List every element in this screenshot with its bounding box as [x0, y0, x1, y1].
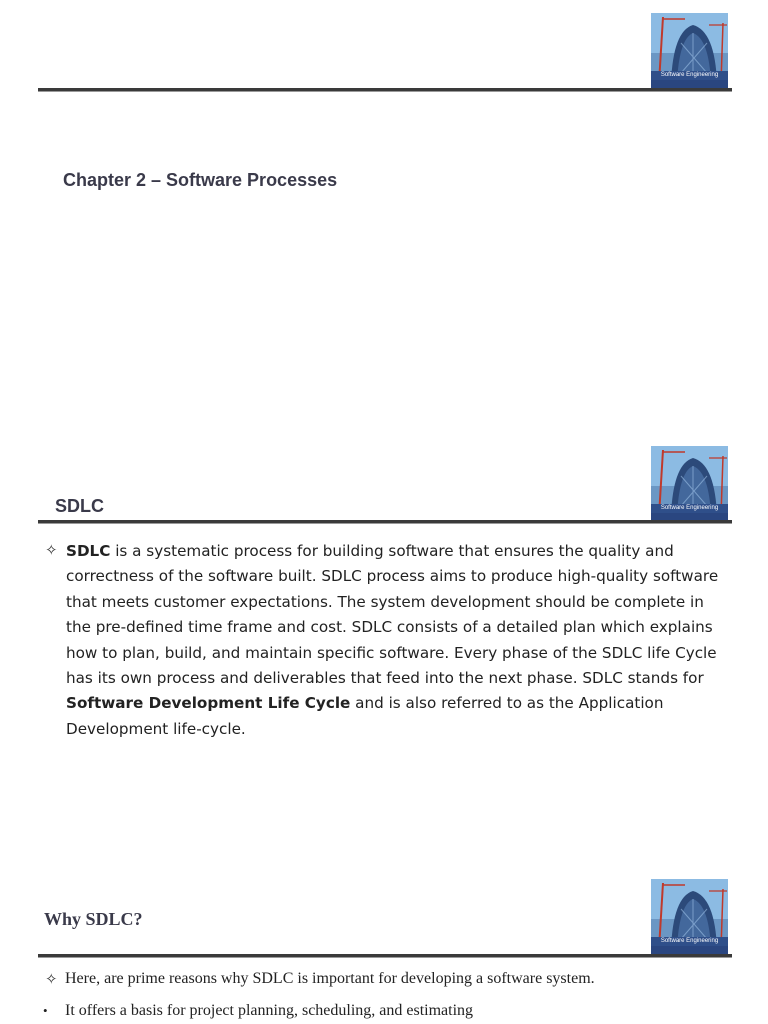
sdlc-title: SDLC: [55, 496, 104, 516]
para-bold-sdlc: SDLC: [66, 542, 111, 560]
sdlc-paragraph: [66, 539, 730, 742]
reasons-intro-text: Here, are prime reasons why SDLC is important for developing a software system.: [65, 970, 595, 987]
header-rule: [38, 520, 732, 523]
software-engineering-logo: [651, 446, 728, 522]
software-engineering-logo: [651, 879, 728, 955]
diamond-bullet-icon: ✧: [45, 970, 58, 988]
header-rule: [38, 88, 732, 91]
dot-bullet-icon: •: [43, 1003, 48, 1018]
logo-caption: Software Engineering: [651, 71, 728, 80]
why-sdlc-title: Why SDLC?: [44, 909, 143, 929]
para-text-1: is a systematic process for building software that ensures the quality and correctness of the software built. SDLC process aims to produce high-quality software that meets customer expectations. The system development should be complete in the pre-defined time frame and cost. SDLC consists of a detailed plan which explains how to plan, build, and maintain specific software. Every phase of the SDLC life Cycle has its own process and deliverables that feed into the next phase. SDLC stands for: [66, 542, 719, 688]
slide-1: [0, 0, 768, 440]
header-rule: [38, 954, 732, 957]
software-engineering-logo: [651, 13, 728, 89]
reason-item-1: It offers a basis for project planning, scheduling, and estimating: [65, 1002, 474, 1019]
diamond-bullet-icon: ✧: [45, 541, 58, 559]
para-text-2: and is also referred to as the Application Development life-cycle.: [66, 694, 664, 738]
para-bold-sdlc-full: Software Development Life Cycle: [66, 694, 351, 713]
logo-caption: Software Engineering: [651, 504, 728, 513]
logo-caption: Software Engineering: [651, 937, 728, 946]
chapter-title: Chapter 2 – Software Processes: [63, 170, 338, 190]
